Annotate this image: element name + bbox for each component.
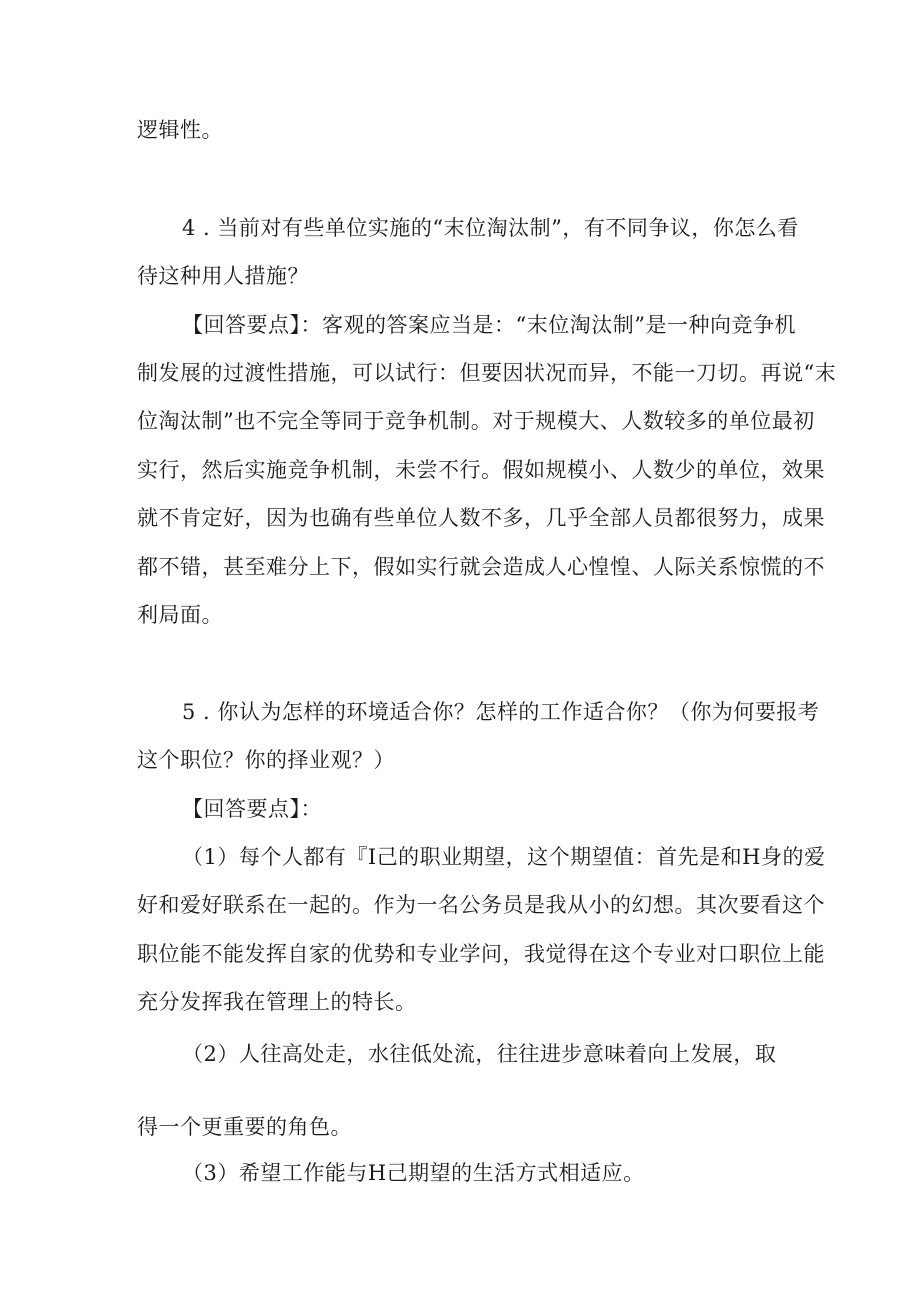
paragraph-line: 逻辑性。 <box>137 118 223 142</box>
point-2-line-1: （2）人往高处走，水往低处流，往往进步意味着向上发展，取 <box>182 1042 777 1066</box>
answer-4-line-6: 都不错，甚至难分上下，假如实行就会造成人心惶惶、人际关系惊慌的不 <box>137 555 825 579</box>
point-1-line-2: 好和爱好联系在一起的。作为一名公务员是我从小的幻想。其次要看这个 <box>137 893 825 917</box>
answer-5-heading: 【回答要点】： <box>182 797 322 821</box>
question-4-line-2: 待这种用人措施？ <box>137 264 309 288</box>
question-4-line-1: 4 . 当前对有些单位实施的“末位淘汰制”，有不同争议，你怎么看 <box>182 216 799 240</box>
question-5-line-1: 5 . 你认为怎样的环境适合你？怎样的工作适合你？（你为何要报考 <box>182 700 820 724</box>
question-5-line-2: 这个职位？你的择业观？） <box>137 748 395 772</box>
point-1-line-4: 充分发挥我在管理上的特长。 <box>137 990 417 1014</box>
answer-4-line-4: 实行，然后实施竞争机制，未尝不行。假如规模小、人数少的单位，效果 <box>137 458 825 482</box>
answer-4-line-1: 【回答要点】：客观的答案应当是：“末位淘汰制”是一种向竞争机 <box>182 313 796 337</box>
point-3-line-1: （3）希望工作能与H己期望的生活方式相适应。 <box>182 1161 645 1185</box>
answer-4-line-3: 位淘汰制”也不完全等同于竞争机制。对于规模大、人数较多的单位最初 <box>137 409 815 433</box>
answer-4-line-7: 利局面。 <box>137 603 223 627</box>
answer-4-line-2: 制发展的过渡性措施，可以试行：但要因状况而异，不能一刀切。再说“末 <box>137 361 837 385</box>
point-1-line-1: （1）每个人都有『I己的职业期望，这个期望值：首先是和H身的爱 <box>182 845 826 869</box>
answer-4-line-5: 就不肯定好，因为也确有些单位人数不多，几乎全部人员都很努力，成果 <box>137 506 825 530</box>
point-2-line-2: 得一个更重要的角色。 <box>137 1115 352 1139</box>
point-1-line-3: 职位能不能发挥自家的优势和专业学问，我觉得在这个专业对口职位上能 <box>137 942 825 966</box>
